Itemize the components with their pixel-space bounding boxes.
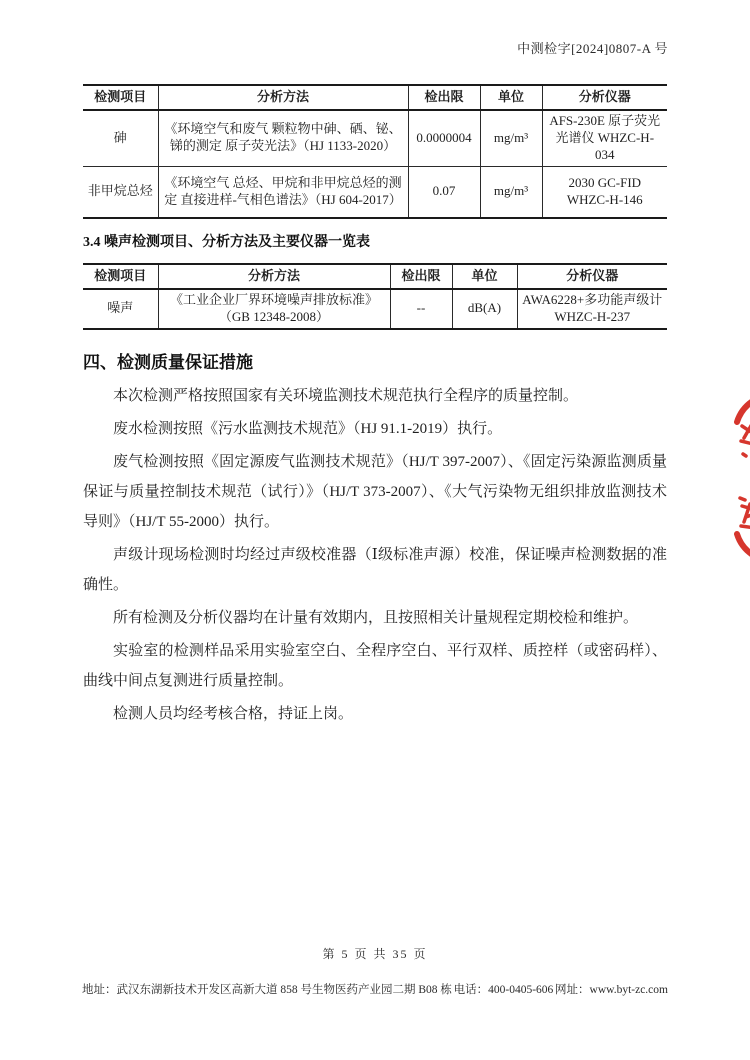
- section-4-title: 四、检测质量保证措施: [83, 352, 253, 372]
- footer-address: 地址：武汉东湖新技术开发区高新大道 858 号生物医药产业园二期 B08 栋: [82, 984, 452, 996]
- cell-limit: --: [390, 289, 452, 329]
- footer-website: 网址：www.byt-zc.com: [555, 984, 668, 996]
- table-row: [83, 289, 667, 329]
- paragraph: 所有检测及分析仪器均在计量有效期内，且按照相关计量规程定期校检和维护。: [113, 609, 639, 626]
- cell-instrument: 2030 GC-FID WHZC-H-146: [542, 166, 667, 218]
- paragraph: 废水检测按照《污水监测技术规范》（HJ 91.1-2019）执行。: [113, 420, 503, 437]
- paragraph: 声级计现场检测时均经过声级校准器（Ⅰ级标准声源）校准，保证噪声检测数据的准确性。: [83, 546, 667, 593]
- red-seal-fragment-icon: [732, 394, 750, 562]
- footer: [82, 981, 668, 997]
- cell-method: 《环境空气和废气 颗粒物中砷、硒、铋、锑的测定 原子荧光法》（HJ 1133-2020）: [158, 110, 408, 166]
- table-header-row: [83, 264, 667, 289]
- table-row: [83, 110, 667, 166]
- col-header-method: 分析方法: [158, 85, 408, 110]
- air-methods-table: [83, 84, 667, 219]
- cell-unit: mg/m³: [480, 110, 542, 166]
- doc-number: 中测检字[2024]0807-A 号: [517, 41, 668, 56]
- footer-phone: 电话：400-0405-606: [453, 984, 554, 996]
- cell-unit: dB(A): [452, 289, 517, 329]
- col-header-instrument: 分析仪器: [517, 264, 667, 289]
- col-header-limit: 检出限: [408, 85, 480, 110]
- col-header-unit: 单位: [480, 85, 542, 110]
- cell-item: 非甲烷总烃: [83, 166, 158, 218]
- cell-method: 《环境空气 总烃、甲烷和非甲烷总烃的测定 直接进样-气相色谱法》（HJ 604-2017）: [158, 166, 408, 218]
- page-number: 第 5 页 共 35 页: [322, 947, 428, 961]
- paragraph: 检测人员均经考核合格，持证上岗。: [113, 705, 354, 722]
- page-content: [83, 0, 667, 732]
- col-header-limit: 检出限: [390, 264, 452, 289]
- paragraph: 废气检测按照《固定源废气监测技术规范》（HJ/T 397-2007）、《固定污染源监测质量保证与质量控制技术规范（试行）》（HJ/T 373-2007）、《大气污染物无组织排放监测技术导则》（HJ/T 55-2000）执行。: [83, 453, 667, 530]
- cell-method: 《工业企业厂界环境噪声排放标准》（GB 12348-2008）: [158, 289, 390, 329]
- paragraph: 实验室的检测样品采用实验室空白、全程序空白、平行双样、质控样（或密码样）、曲线中间点复测进行质量控制。: [83, 642, 667, 689]
- cell-instrument: AWA6228+多功能声级计 WHZC-H-237: [517, 289, 667, 329]
- noise-methods-table: [83, 263, 667, 330]
- section-3-4-title: 3.4 噪声检测项目、分析方法及主要仪器一览表: [83, 235, 370, 251]
- section-4-body: [83, 381, 667, 729]
- cell-item: 噪声: [83, 289, 158, 329]
- cell-limit: 0.07: [408, 166, 480, 218]
- paragraph: 本次检测严格按照国家有关环境监测技术规范执行全程序的质量控制。: [113, 387, 579, 404]
- cell-limit: 0.0000004: [408, 110, 480, 166]
- col-header-method: 分析方法: [158, 264, 390, 289]
- col-header-instrument: 分析仪器: [542, 85, 667, 110]
- cell-unit: mg/m³: [480, 166, 542, 218]
- col-header-unit: 单位: [452, 264, 517, 289]
- cell-item: 砷: [83, 110, 158, 166]
- table-header-row: [83, 85, 667, 110]
- cell-instrument: AFS-230E 原子荧光光谱仪 WHZC-H-034: [542, 110, 667, 166]
- col-header-item: 检测项目: [83, 85, 158, 110]
- col-header-item: 检测项目: [83, 264, 158, 289]
- table-row: [83, 166, 667, 218]
